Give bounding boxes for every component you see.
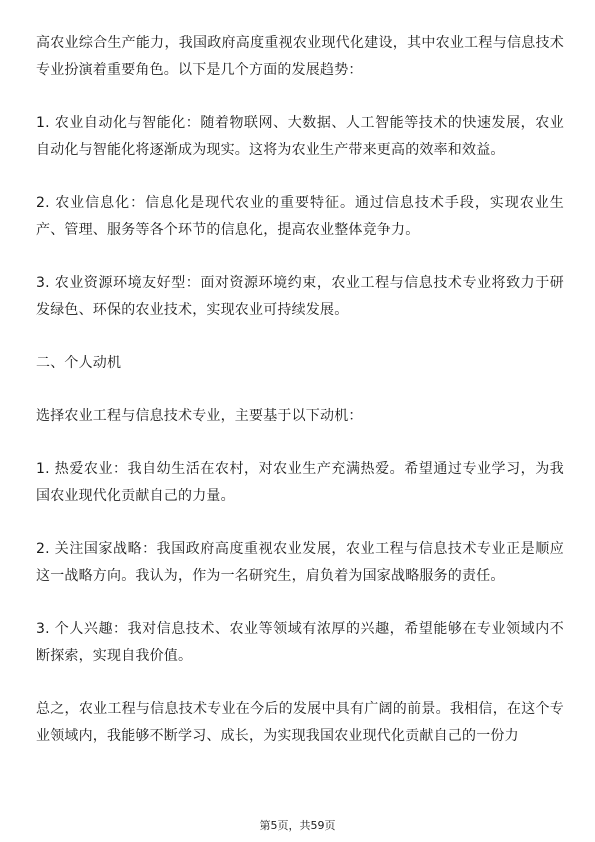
paragraph-motivation-3: 3. 个人兴趣：我对信息技术、农业等领域有浓厚的兴趣，希望能够在专业领域内不断探索，实现自我价值。: [36, 621, 564, 664]
paragraph-trend-1: 1. 农业自动化与智能化：随着物联网、大数据、人工智能等技术的快速发展，农业自动化与智能化将逐渐成为现实。这将为农业生产带来更高的效率和效益。: [36, 115, 564, 158]
page-number: 第5页，共59页: [259, 819, 336, 832]
paragraph-trend-2: 2. 农业信息化：信息化是现代农业的重要特征。通过信息技术手段，实现农业生产、管理、服务等各个环节的信息化，提高农业整体竞争力。: [36, 195, 564, 238]
paragraph-motivation-intro: 选择农业工程与信息技术专业，主要基于以下动机：: [36, 408, 363, 424]
paragraph-intro: 高农业综合生产能力，我国政府高度重视农业现代化建设，其中农业工程与信息技术专业扮演着重要角色。以下是几个方面的发展趋势：: [36, 35, 564, 78]
paragraph-trend-3: 3. 农业资源环境友好型：面对资源环境约束，农业工程与信息技术专业将致力于研发绿色、环保的农业技术，实现农业可持续发展。: [36, 275, 564, 318]
paragraph-conclusion: 总之，农业工程与信息技术专业在今后的发展中具有广阔的前景。我相信，在这个专业领域内，我能够不断学习、成长，为实现我国农业现代化贡献自己的一份力: [36, 701, 564, 744]
document-body: [36, 30, 564, 776]
section-heading-motivation: 二、个人动机: [36, 355, 122, 371]
paragraph-motivation-1: 1. 热爱农业：我自幼生活在农村，对农业生产充满热爱。希望通过专业学习，为我国农业现代化贡献自己的力量。: [36, 461, 564, 504]
paragraph-motivation-2: 2. 关注国家战略：我国政府高度重视农业发展，农业工程与信息技术专业正是顺应这一战略方向。我认为，作为一名研究生，肩负着为国家战略服务的责任。: [36, 541, 564, 584]
